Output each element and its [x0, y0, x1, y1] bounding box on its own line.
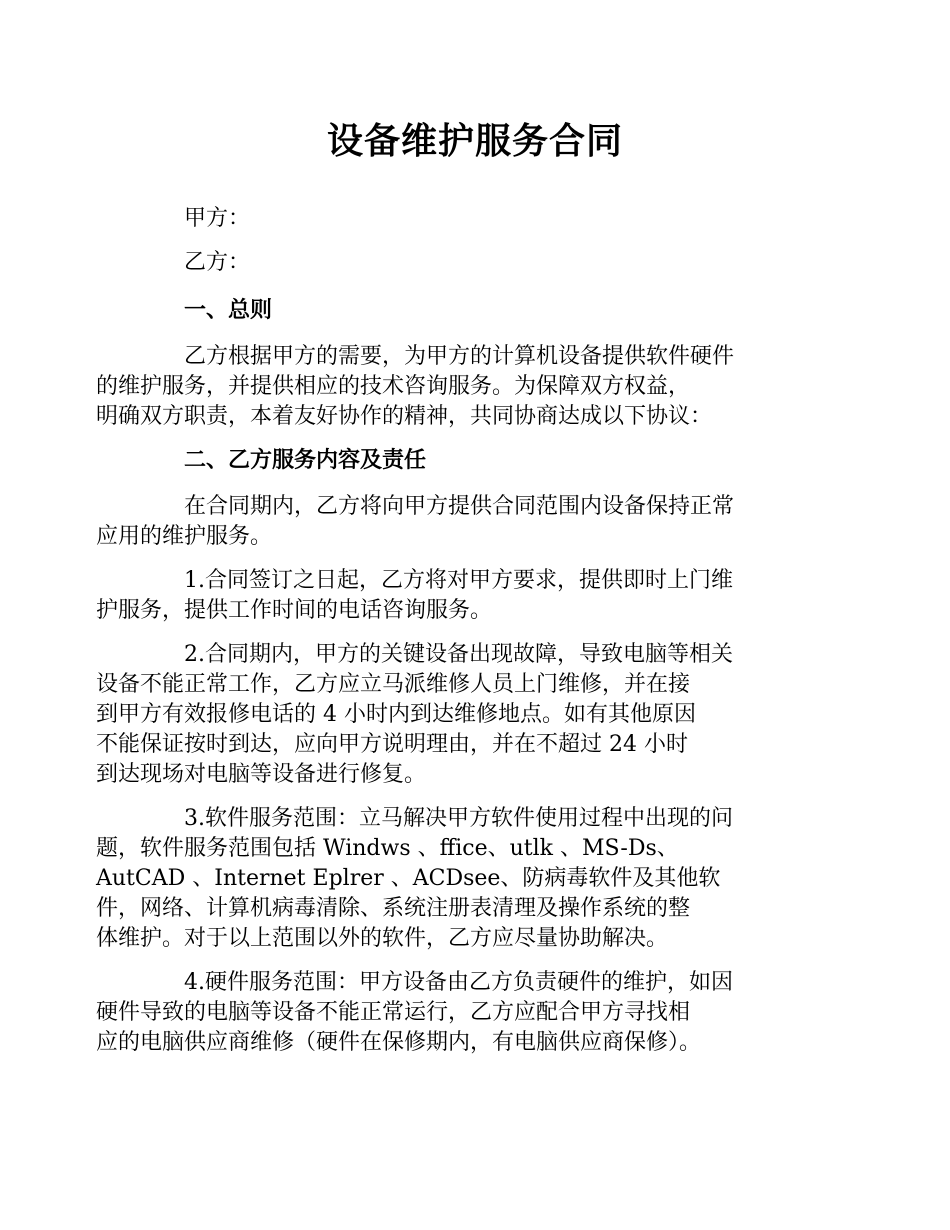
section-service-content: [96, 446, 830, 1058]
party-b-label: 乙方：: [184, 250, 251, 275]
paragraph-line: 2.合同期内，甲方的关键设备出现故障，导致电脑等相关: [184, 642, 733, 667]
paragraph-line: 到甲方有效报修电话的 4 小时内到达维修地点。如有其他原因: [96, 702, 696, 727]
section-heading: 一、总则: [184, 298, 273, 323]
paragraph-line: AutCAD 、Internet Eplrer 、ACDsee、防病毒软件及其他软: [96, 866, 721, 891]
paragraph-line: 到达现场对电脑等设备进行修复。: [96, 762, 427, 787]
clause-1: [96, 566, 830, 626]
paragraph-line: 明确双方职责，本着友好协作的精神，共同协商达成以下协议：: [96, 404, 713, 429]
paragraph-line: 件，网络、计算机病毒清除、系统注册表清理及操作系统的整: [96, 896, 691, 921]
paragraph-line: 硬件导致的电脑等设备不能正常运行，乙方应配合甲方寻找相: [96, 1000, 691, 1025]
paragraph-line: 应的电脑供应商维修（硬件在保修期内，有电脑供应商保修）。: [96, 1030, 702, 1055]
section-heading: 二、乙方服务内容及责任: [184, 448, 427, 473]
paragraph-line: 题，软件服务范围包括 Windws 、ffice、utlk 、MS-Ds、: [96, 836, 679, 861]
paragraph-line: 4.硬件服务范围：甲方设备由乙方负责硬件的维护，如因: [184, 970, 733, 995]
paragraph-line: 体维护。对于以上范围以外的软件，乙方应尽量协助解决。: [96, 926, 669, 951]
paragraph-line: 不能保证按时到达，应向甲方说明理由，并在不超过 24 小时: [96, 732, 688, 757]
section-general: [96, 296, 830, 432]
clause-2: [96, 640, 830, 790]
clause-4: [96, 968, 830, 1058]
paragraph-line: 的维护服务，并提供相应的技术咨询服务。为保障双方权益，: [96, 374, 691, 399]
paragraph-line: 在合同期内，乙方将向甲方提供合同范围内设备保持正常: [184, 494, 735, 519]
paragraph-line: 设备不能正常工作，乙方应立马派维修人员上门维修，并在接: [96, 672, 691, 697]
party-a-label: 甲方：: [184, 206, 251, 231]
paragraph: [96, 342, 830, 432]
document-body: [96, 204, 830, 1072]
paragraph-line: 乙方根据甲方的需要，为甲方的计算机设备提供软件硬件: [184, 344, 735, 369]
paragraph-line: 护服务，提供工作时间的电话咨询服务。: [96, 598, 493, 623]
paragraph-line: 1.合同签订之日起，乙方将对甲方要求，提供即时上门维: [184, 568, 733, 593]
document-title: 设备维护服务合同: [326, 121, 623, 162]
paragraph-line: 3.软件服务范围：立马解决甲方软件使用过程中出现的问: [184, 806, 733, 831]
paragraph: [96, 492, 830, 552]
paragraph-line: 应用的维护服务。: [96, 524, 273, 549]
clause-3: [96, 804, 830, 954]
